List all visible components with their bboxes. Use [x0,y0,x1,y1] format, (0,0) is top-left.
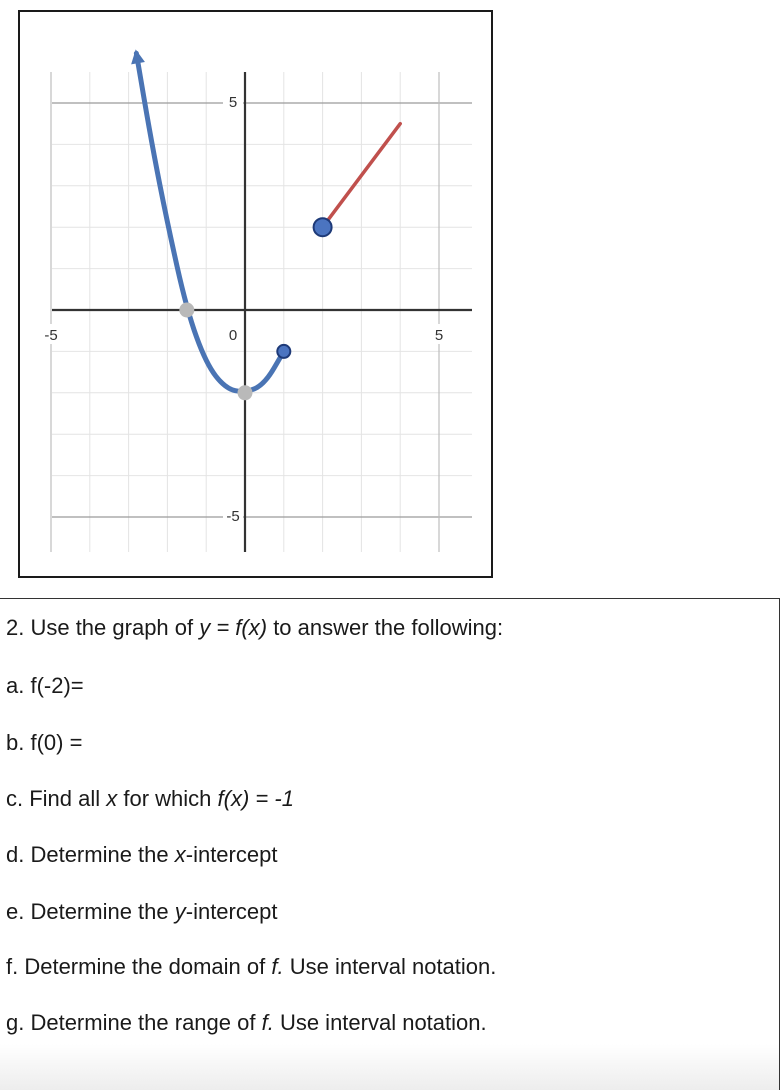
x-tick-label: 5 [434,327,444,344]
question-2-prompt: 2. Use the graph of y = f(x) to answer the following: [6,615,504,640]
question-e: e. Determine the y-intercept [6,899,278,924]
intercept-point [179,303,194,318]
question-b: b. f(0) = [6,730,83,755]
bottom-shade [0,1044,779,1090]
graph-frame [18,10,493,578]
question-f: f. Determine the domain of f. Use interval notation. [6,954,497,979]
intercept-point [238,385,253,400]
function-graph [20,12,491,576]
curve-end-point [277,345,290,358]
segment-start-point [314,218,332,236]
function-curve [136,53,283,391]
y-tick-label: -5 [226,508,240,525]
x-tick-label: -5 [44,327,58,344]
y-tick-label: 5 [228,94,238,111]
question-c: c. Find all x for which f(x) = -1 [6,786,294,811]
question-g: g. Determine the range of f. Use interval notation. [6,1010,487,1035]
x-tick-label: 0 [228,327,238,344]
question-a: a. f(-2)= [6,673,84,698]
question-d: d. Determine the x-intercept [6,842,278,867]
question-box [0,598,780,1090]
